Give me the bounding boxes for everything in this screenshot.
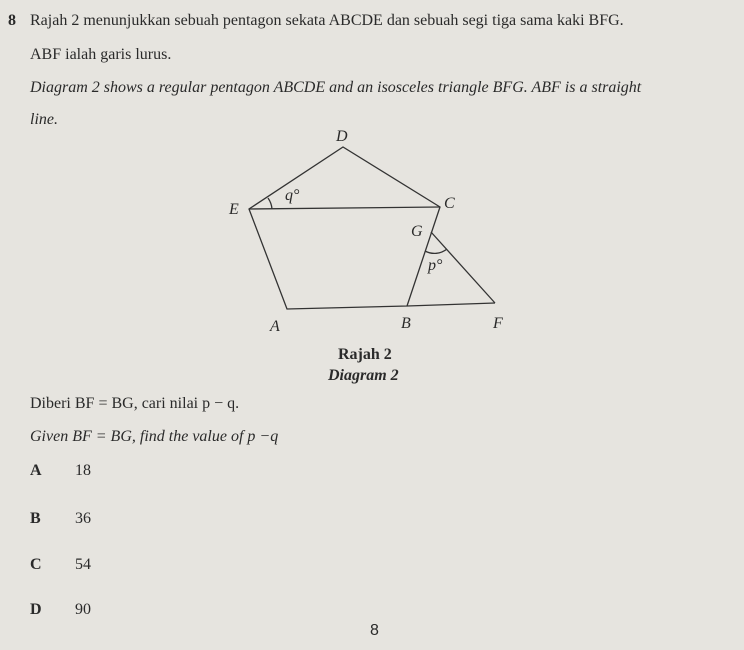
label-p: p° xyxy=(428,257,443,274)
option-value: 54 xyxy=(75,556,91,573)
angle-q-arc xyxy=(268,198,272,209)
option-value: 36 xyxy=(75,510,91,527)
malay-line-2: ABF ialah garis lurus. xyxy=(30,46,172,63)
angle-p-arc xyxy=(425,249,447,253)
option-letter: C xyxy=(30,556,42,573)
label-g: G xyxy=(411,223,423,240)
label-c: C xyxy=(444,195,455,212)
line-ec xyxy=(249,207,440,209)
label-q: q° xyxy=(285,187,300,204)
label-f: F xyxy=(493,315,503,332)
option-value: 18 xyxy=(75,462,91,479)
page-number: 8 xyxy=(370,622,379,639)
malay-line-1: Rajah 2 menunjukkan sebuah pentagon sekata ABCDE dan sebuah segi tiga sama kaki BFG. xyxy=(30,12,624,29)
option-letter: D xyxy=(30,601,42,618)
english-line-2: line. xyxy=(30,111,58,128)
label-a: A xyxy=(270,318,280,335)
line-bf xyxy=(407,303,495,306)
label-e: E xyxy=(229,201,239,218)
option-value: 90 xyxy=(75,601,91,618)
label-d: D xyxy=(336,128,348,145)
caption-malay: Rajah 2 xyxy=(338,346,392,363)
english-line-1: Diagram 2 shows a regular pentagon ABCDE and an isosceles triangle BFG. ABF is a straight xyxy=(30,79,642,96)
caption-english: Diagram 2 xyxy=(328,367,399,384)
option-letter: B xyxy=(30,510,41,527)
given-malay: Diberi BF = BG, cari nilai p − q. xyxy=(30,395,240,412)
label-b: B xyxy=(401,315,411,332)
option-letter: A xyxy=(30,462,42,479)
given-english: Given BF = BG, find the value of p −q xyxy=(30,428,279,445)
question-number: 8 xyxy=(8,12,16,29)
